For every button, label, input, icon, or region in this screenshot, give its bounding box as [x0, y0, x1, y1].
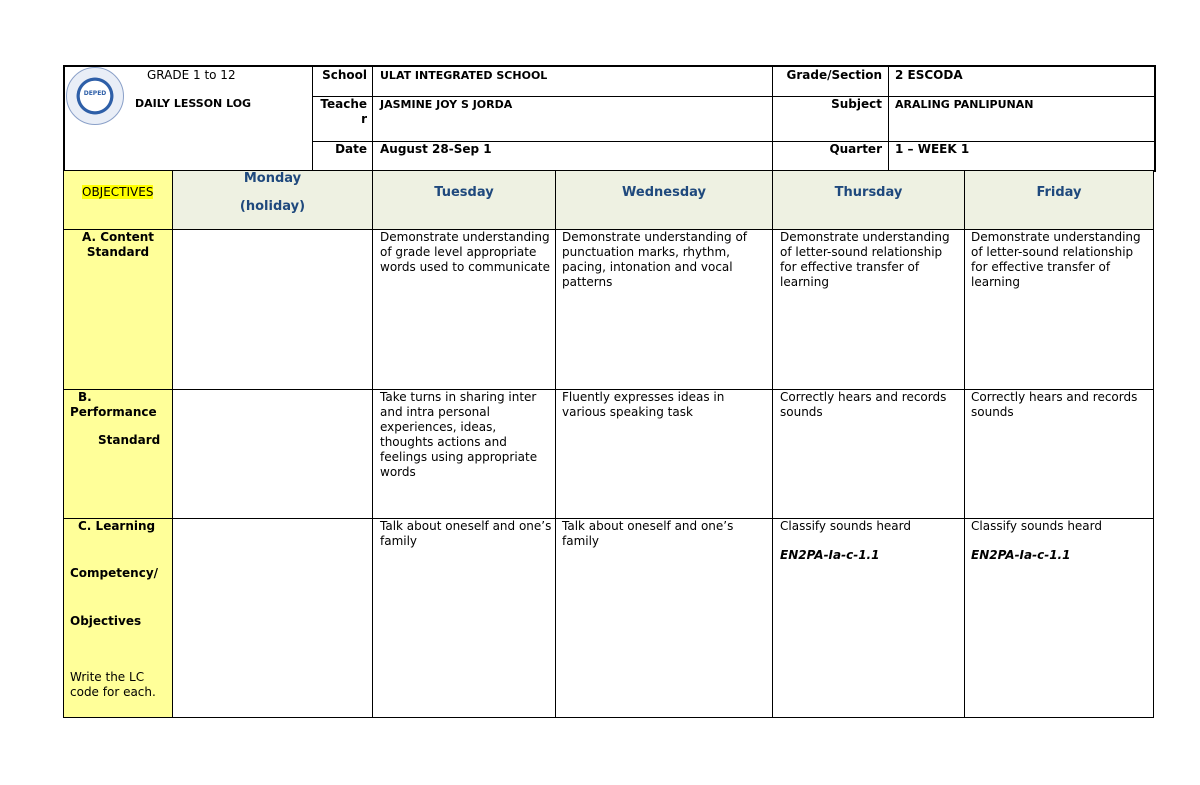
- teacher-value: JASMINE JOY S JORDA: [380, 98, 513, 111]
- grade-range: GRADE 1 to 12: [147, 68, 236, 82]
- day-header-thursday: Thursday: [834, 185, 903, 200]
- performance-standard-label-a: B.: [78, 390, 92, 404]
- school-value: ULAT INTEGRATED SCHOOL: [380, 69, 548, 82]
- learning-competency-tuesday: Talk about oneself and one’s family: [380, 519, 552, 548]
- day-header-monday: Monday (holiday): [239, 171, 306, 214]
- performance-standard-tuesday: Take turns in sharing inter and intra personal experiences, ideas, thoughts actions and feelings using appropriate words: [380, 390, 538, 479]
- day-header-tuesday: Tuesday: [434, 185, 494, 200]
- subject-value: ARALING PANLIPUNAN: [895, 98, 1034, 111]
- performance-standard-label-b: Performance: [70, 405, 157, 419]
- log-title: DAILY LESSON LOG: [135, 97, 252, 110]
- learning-competency-friday-code: EN2PA-Ia-c-1.1: [971, 548, 1071, 562]
- day-header-friday: Friday: [1036, 185, 1082, 200]
- school-label: School: [322, 68, 367, 82]
- learning-competency-label-a: C. Learning: [78, 519, 156, 533]
- deped-seal-logo: DEPED: [66, 67, 124, 125]
- learning-competency-label-c: Objectives: [70, 614, 142, 628]
- content-standard-thursday: Demonstrate understanding of letter-sound relationship for effective transfer of learning: [780, 230, 950, 289]
- performance-standard-label-c: Standard: [98, 433, 161, 447]
- performance-standard-thursday: Correctly hears and records sounds: [780, 390, 947, 419]
- date-value: August 28-Sep 1: [380, 142, 492, 156]
- objectives-label: OBJECTIVES: [82, 185, 154, 199]
- date-label: Date: [335, 142, 367, 156]
- day-header-wednesday: Wednesday: [622, 185, 706, 200]
- grade-section-label: Grade/Section: [786, 68, 882, 82]
- content-standard-label: A. Content Standard: [82, 230, 154, 259]
- performance-standard-friday: Correctly hears and records sounds: [971, 390, 1138, 419]
- learning-competency-thursday: Classify sounds heard: [780, 519, 912, 533]
- teacher-label: Teache r: [320, 97, 367, 126]
- content-standard-wednesday: Demonstrate understanding of punctuation marks, rhythm, pacing, intonation and vocal patterns: [562, 230, 748, 289]
- subject-label: Subject: [831, 97, 882, 111]
- quarter-label: Quarter: [829, 142, 882, 156]
- quarter-value: 1 – WEEK 1: [895, 142, 970, 156]
- learning-competency-wednesday: Talk about oneself and one’s family: [562, 519, 734, 548]
- learning-competency-label-b: Competency/: [70, 566, 159, 580]
- content-standard-tuesday: Demonstrate understanding of grade level appropriate words used to communicate: [380, 230, 550, 274]
- learning-competency-friday: Classify sounds heard: [971, 519, 1103, 533]
- learning-competency-thursday-code: EN2PA-Ia-c-1.1: [780, 548, 880, 562]
- learning-competency-note: Write the LC code for each.: [70, 670, 156, 699]
- performance-standard-wednesday: Fluently expresses ideas in various speaking task: [562, 390, 725, 419]
- content-standard-friday: Demonstrate understanding of letter-sound relationship for effective transfer of learning: [971, 230, 1141, 289]
- grade-section-value: 2 ESCODA: [895, 68, 963, 82]
